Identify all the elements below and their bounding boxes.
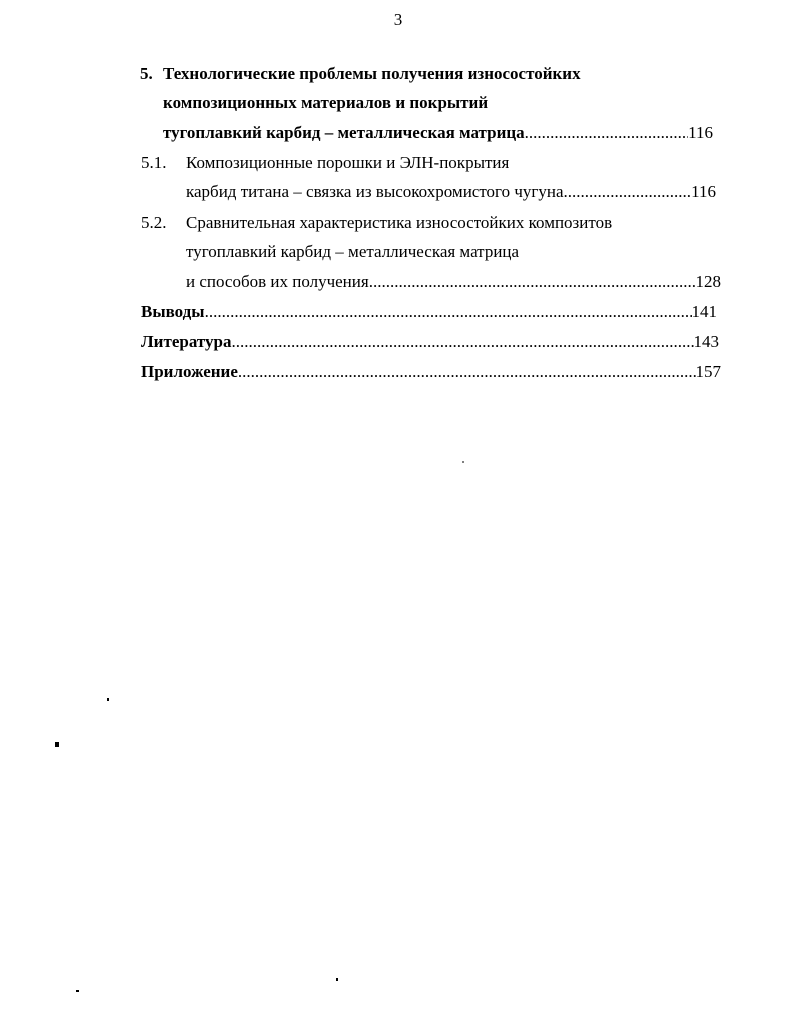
toc-entry-5-line3 xyxy=(163,121,713,145)
leader-dots xyxy=(564,180,692,204)
toc-entry-5-2-line1: Сравнительная характеристика износостойких композитов xyxy=(186,213,613,232)
toc-entry-literature-page: 143 xyxy=(693,332,719,351)
toc-entry-5-number-text: 5. xyxy=(140,64,153,83)
toc-entry-5-line1: Технологические проблемы получения износостойких xyxy=(163,64,581,83)
toc-entry-5-line2: композиционных материалов и покрытий xyxy=(163,93,489,112)
toc-entry-5-page: 116 xyxy=(688,123,713,142)
toc-entry-literature xyxy=(141,330,719,354)
toc-entry-5-1-line1: Композиционные порошки и ЭЛН-покрытия xyxy=(186,153,510,172)
toc-entry-5-1-line2-text: карбид титана – связка из высокохромистого чугуна xyxy=(186,182,564,201)
scan-speck xyxy=(462,461,464,463)
toc-entry-5-2-line3-text: и способов их получения xyxy=(186,272,369,291)
page-number: 3 xyxy=(393,10,403,29)
leader-dots xyxy=(238,360,696,384)
toc-entry-appendix xyxy=(141,360,721,384)
leader-dots xyxy=(525,121,688,145)
toc-entry-conclusions-page: 141 xyxy=(691,302,717,321)
toc-entry-conclusions-label: Выводы xyxy=(141,302,205,321)
toc-entry-5-1-line2 xyxy=(186,180,716,204)
toc-entry-5-1-page: 116 xyxy=(691,182,716,201)
toc-entry-5-1-number: 5.1. xyxy=(141,153,167,172)
toc-entry-appendix-page: 157 xyxy=(695,362,721,381)
toc-entry-conclusions xyxy=(141,300,717,324)
toc-entry-5-number xyxy=(140,62,153,86)
scan-speck xyxy=(76,990,79,992)
toc-entry-5-2-line3 xyxy=(186,270,721,294)
toc-entry-5-2-line2: тугоплавкий карбид – металлическая матрица xyxy=(186,242,520,261)
toc-entry-5-line3-text: тугоплавкий карбид – металлическая матрица xyxy=(163,123,525,142)
leader-dots xyxy=(205,300,692,324)
toc-entry-literature-label: Литература xyxy=(141,332,232,351)
leader-dots xyxy=(231,330,693,354)
toc-entry-appendix-label: Приложение xyxy=(141,362,238,381)
toc-entry-5-2-page: 128 xyxy=(695,272,721,291)
scan-speck xyxy=(55,742,59,747)
scan-speck xyxy=(107,698,109,701)
leader-dots xyxy=(369,270,696,294)
toc-entry-5-2-number: 5.2. xyxy=(141,213,167,232)
scan-speck xyxy=(336,978,338,981)
